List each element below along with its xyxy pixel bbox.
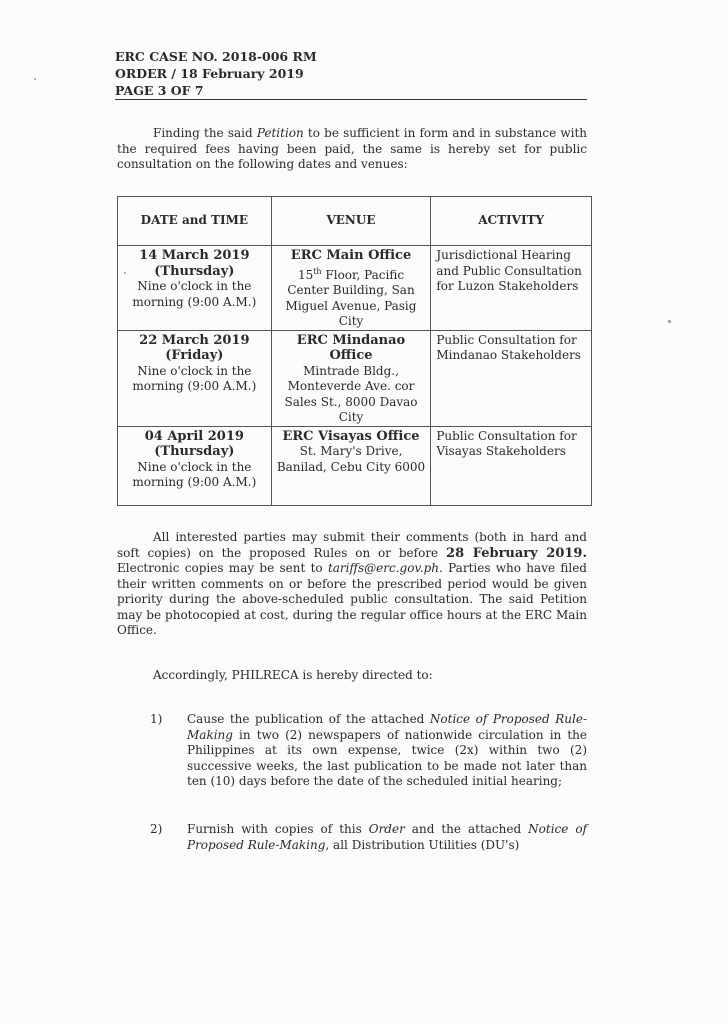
- header-rule: [115, 99, 587, 100]
- list-item-text: [187, 712, 587, 790]
- table-header-row: [118, 197, 592, 246]
- case-number: ERC CASE NO. 2018-006 RM: [115, 49, 317, 64]
- col-header-venue: VENUE: [271, 197, 431, 246]
- time-text: Nine o'clock in the morning (9:00 A.M.): [132, 363, 257, 393]
- floor-number: 15: [297, 267, 314, 282]
- activity-cell: Public Consultation for Mindanao Stakeholders: [431, 330, 592, 426]
- intro-petition: Petition: [256, 126, 304, 140]
- date-cell: [118, 426, 272, 505]
- comments-deadline: 28 February 2019.: [446, 545, 587, 561]
- list-item: [152, 822, 587, 853]
- venue-cell: [271, 330, 431, 426]
- order-date: ORDER / 18 February 2019: [115, 66, 304, 81]
- activity-cell: Public Consultation for Visayas Stakeholders: [431, 426, 592, 505]
- col-header-activity: ACTIVITY: [431, 197, 592, 246]
- venue-address: [276, 264, 427, 330]
- floor-suffix: th: [313, 266, 322, 276]
- scan-speck: [34, 78, 36, 80]
- comments-text-a: All interested parties may submit their comments (both in hard and soft copies) on the proposed Rules on or before: [117, 530, 587, 560]
- venue-name: ERC Mindanao Office: [296, 332, 406, 363]
- scan-speck: [124, 272, 126, 274]
- page-number: PAGE 3 OF 7: [115, 83, 204, 98]
- venue-name: ERC Visayas Office: [282, 428, 420, 444]
- table-row: [118, 330, 592, 426]
- date-cell: [118, 330, 272, 426]
- venue-cell: [271, 246, 431, 331]
- item-text-a: Furnish with copies of this: [187, 822, 369, 836]
- item-text-a: Cause the publication of the attached: [187, 712, 430, 726]
- date-text: 14 March 2019: [139, 248, 250, 263]
- scan-speck: [668, 320, 671, 323]
- table-row: [118, 246, 592, 331]
- col-header-date: DATE and TIME: [118, 197, 272, 246]
- venue-name: ERC Main Office: [290, 248, 412, 263]
- list-item-number: 2): [150, 822, 163, 836]
- venue-address: St. Mary's Drive, Banilad, Cebu City 6000: [276, 444, 426, 474]
- time-text: Nine o'clock in the morning (9:00 A.M.): [132, 459, 257, 489]
- intro-text-b: to be sufficient in form and in substance with the required fees having been paid, the same is hereby set for public consultation on the following dates and venues:: [117, 126, 587, 171]
- list-item: [152, 712, 587, 790]
- comments-email: tariffs@erc.gov.ph: [327, 561, 440, 575]
- item-text-c: , all Distribution Utilities (DU's): [325, 837, 520, 852]
- day-text: (Friday): [165, 348, 224, 363]
- schedule-table: [117, 196, 592, 506]
- list-item-number: 1): [150, 712, 163, 726]
- directive-paragraph: [117, 668, 587, 684]
- date-text: 22 March 2019: [139, 332, 250, 348]
- day-text: (Thursday): [154, 263, 235, 279]
- intro-paragraph: [117, 126, 587, 173]
- venue-cell: [271, 426, 431, 505]
- table-row: [118, 426, 592, 505]
- item-order: Order: [368, 822, 405, 836]
- document-header: [115, 48, 587, 99]
- day-text: (Thursday): [154, 444, 235, 459]
- item-notice: Notice of Proposed Rule-Making: [187, 822, 587, 852]
- item-notice: Notice of Proposed Rule-Making: [187, 712, 587, 742]
- date-text: 04 April 2019: [144, 428, 244, 444]
- time-text: Nine o'clock in the morning (9:00 A.M.): [132, 279, 257, 309]
- intro-text-a: Finding the said: [153, 126, 257, 140]
- item-text-b: and the attached: [404, 822, 529, 836]
- activity-cell: Jurisdictional Hearing and Public Consultation for Luzon Stakeholders: [431, 246, 592, 331]
- date-cell: [118, 246, 272, 331]
- comments-text-c: . Parties who have filed their written comments on or before the prescribed period would be given priority during the above-scheduled public consultation. The said Petition may be photocopied at cost, during the regular office hours at the ERC Main Office.: [117, 561, 587, 637]
- comments-paragraph: [117, 530, 587, 639]
- item-text-b: in two (2) newspapers of nationwide circulation in the Philippines at its own expense, twice (2x) within two (2) successive weeks, the last publication to be made not later than ten (10) days before the date of the scheduled initial hearing;: [187, 727, 587, 788]
- directive-text: Accordingly, PHILRECA is hereby directed to:: [153, 668, 433, 682]
- comments-text-b: Electronic copies may be sent to: [117, 561, 328, 575]
- venue-address-text: Floor, Pacific Center Building, San Miguel Avenue, Pasig City: [285, 267, 417, 328]
- venue-address: Mintrade Bldg., Monteverde Ave. cor Sales St., 8000 Davao City: [284, 363, 418, 424]
- list-item-text: [187, 822, 587, 853]
